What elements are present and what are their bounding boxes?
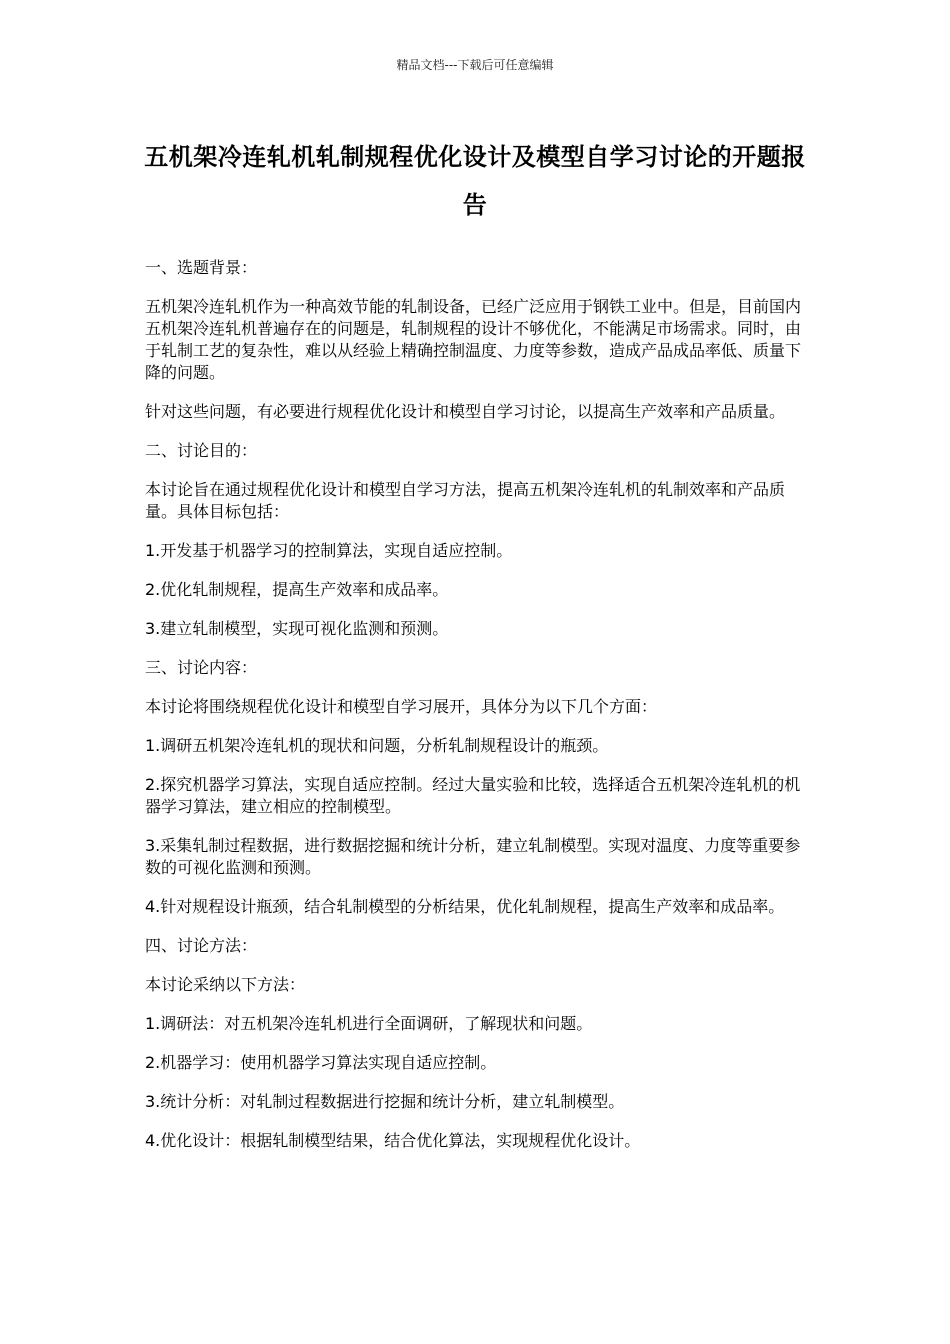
section-heading-content: 三、讨论内容：	[145, 658, 258, 677]
list-item: 4.优化设计：根据轧制模型结果，结合优化算法，实现规程优化设计。	[145, 1131, 641, 1150]
paragraph: 五机架冷连轧机作为一种高效节能的轧制设备，已经广泛应用于钢铁工业中。但是，目前国内五机架冷连轧机普遍存在的问题是，轧制规程的设计不够优化，不能满足市场需求。同时，由于轧制工艺的复杂性，难以从经验上精确控制温度、力度等参数，造成产品成品率低、质量下降的问题。	[145, 297, 802, 382]
list-item: 4.针对规程设计瓶颈，结合轧制模型的分析结果，优化轧制规程，提高生产效率和成品率。	[145, 897, 785, 916]
paragraph: 本讨论旨在通过规程优化设计和模型自学习方法，提高五机架冷连轧机的轧制效率和产品质量。具体目标包括：	[145, 480, 786, 521]
list-item: 2.机器学习：使用机器学习算法实现自适应控制。	[145, 1053, 497, 1072]
paragraph: 本讨论将围绕规程优化设计和模型自学习展开，具体分为以下几个方面：	[145, 697, 658, 716]
list-item: 2.探究机器学习算法，实现自适应控制。经过大量实验和比较，选择适合五机架冷连轧机的机器学习算法，建立相应的控制模型。	[145, 775, 801, 816]
paragraph: 针对这些问题，有必要进行规程优化设计和模型自学习讨论，以提高生产效率和产品质量。	[145, 402, 786, 421]
list-item: 1.调研五机架冷连轧机的现状和问题，分析轧制规程设计的瓶颈。	[145, 736, 609, 755]
list-item: 3.采集轧制过程数据，进行数据挖掘和统计分析，建立轧制模型。实现对温度、力度等重要参数的可视化监测和预测。	[145, 836, 801, 877]
document-body	[145, 257, 805, 1169]
paragraph: 本讨论采纳以下方法：	[145, 975, 306, 994]
list-item: 2.优化轧制规程，提高生产效率和成品率。	[145, 580, 449, 599]
section-heading-background: 一、选题背景：	[145, 258, 258, 277]
list-item: 1.开发基于机器学习的控制算法，实现自适应控制。	[145, 541, 513, 560]
list-item: 1.调研法：对五机架冷连轧机进行全面调研，了解现状和问题。	[145, 1014, 593, 1033]
section-heading-purpose: 二、讨论目的：	[145, 441, 258, 460]
section-heading-method: 四、讨论方法：	[145, 936, 258, 955]
header-note: 精品文档---下载后可任意编辑	[396, 58, 554, 72]
list-item: 3.统计分析：对轧制过程数据进行挖掘和统计分析，建立轧制模型。	[145, 1092, 625, 1111]
list-item: 3.建立轧制模型，实现可视化监测和预测。	[145, 619, 449, 638]
document-title: 五机架冷连轧机轧制规程优化设计及模型自学习讨论的开题报告	[144, 143, 806, 219]
